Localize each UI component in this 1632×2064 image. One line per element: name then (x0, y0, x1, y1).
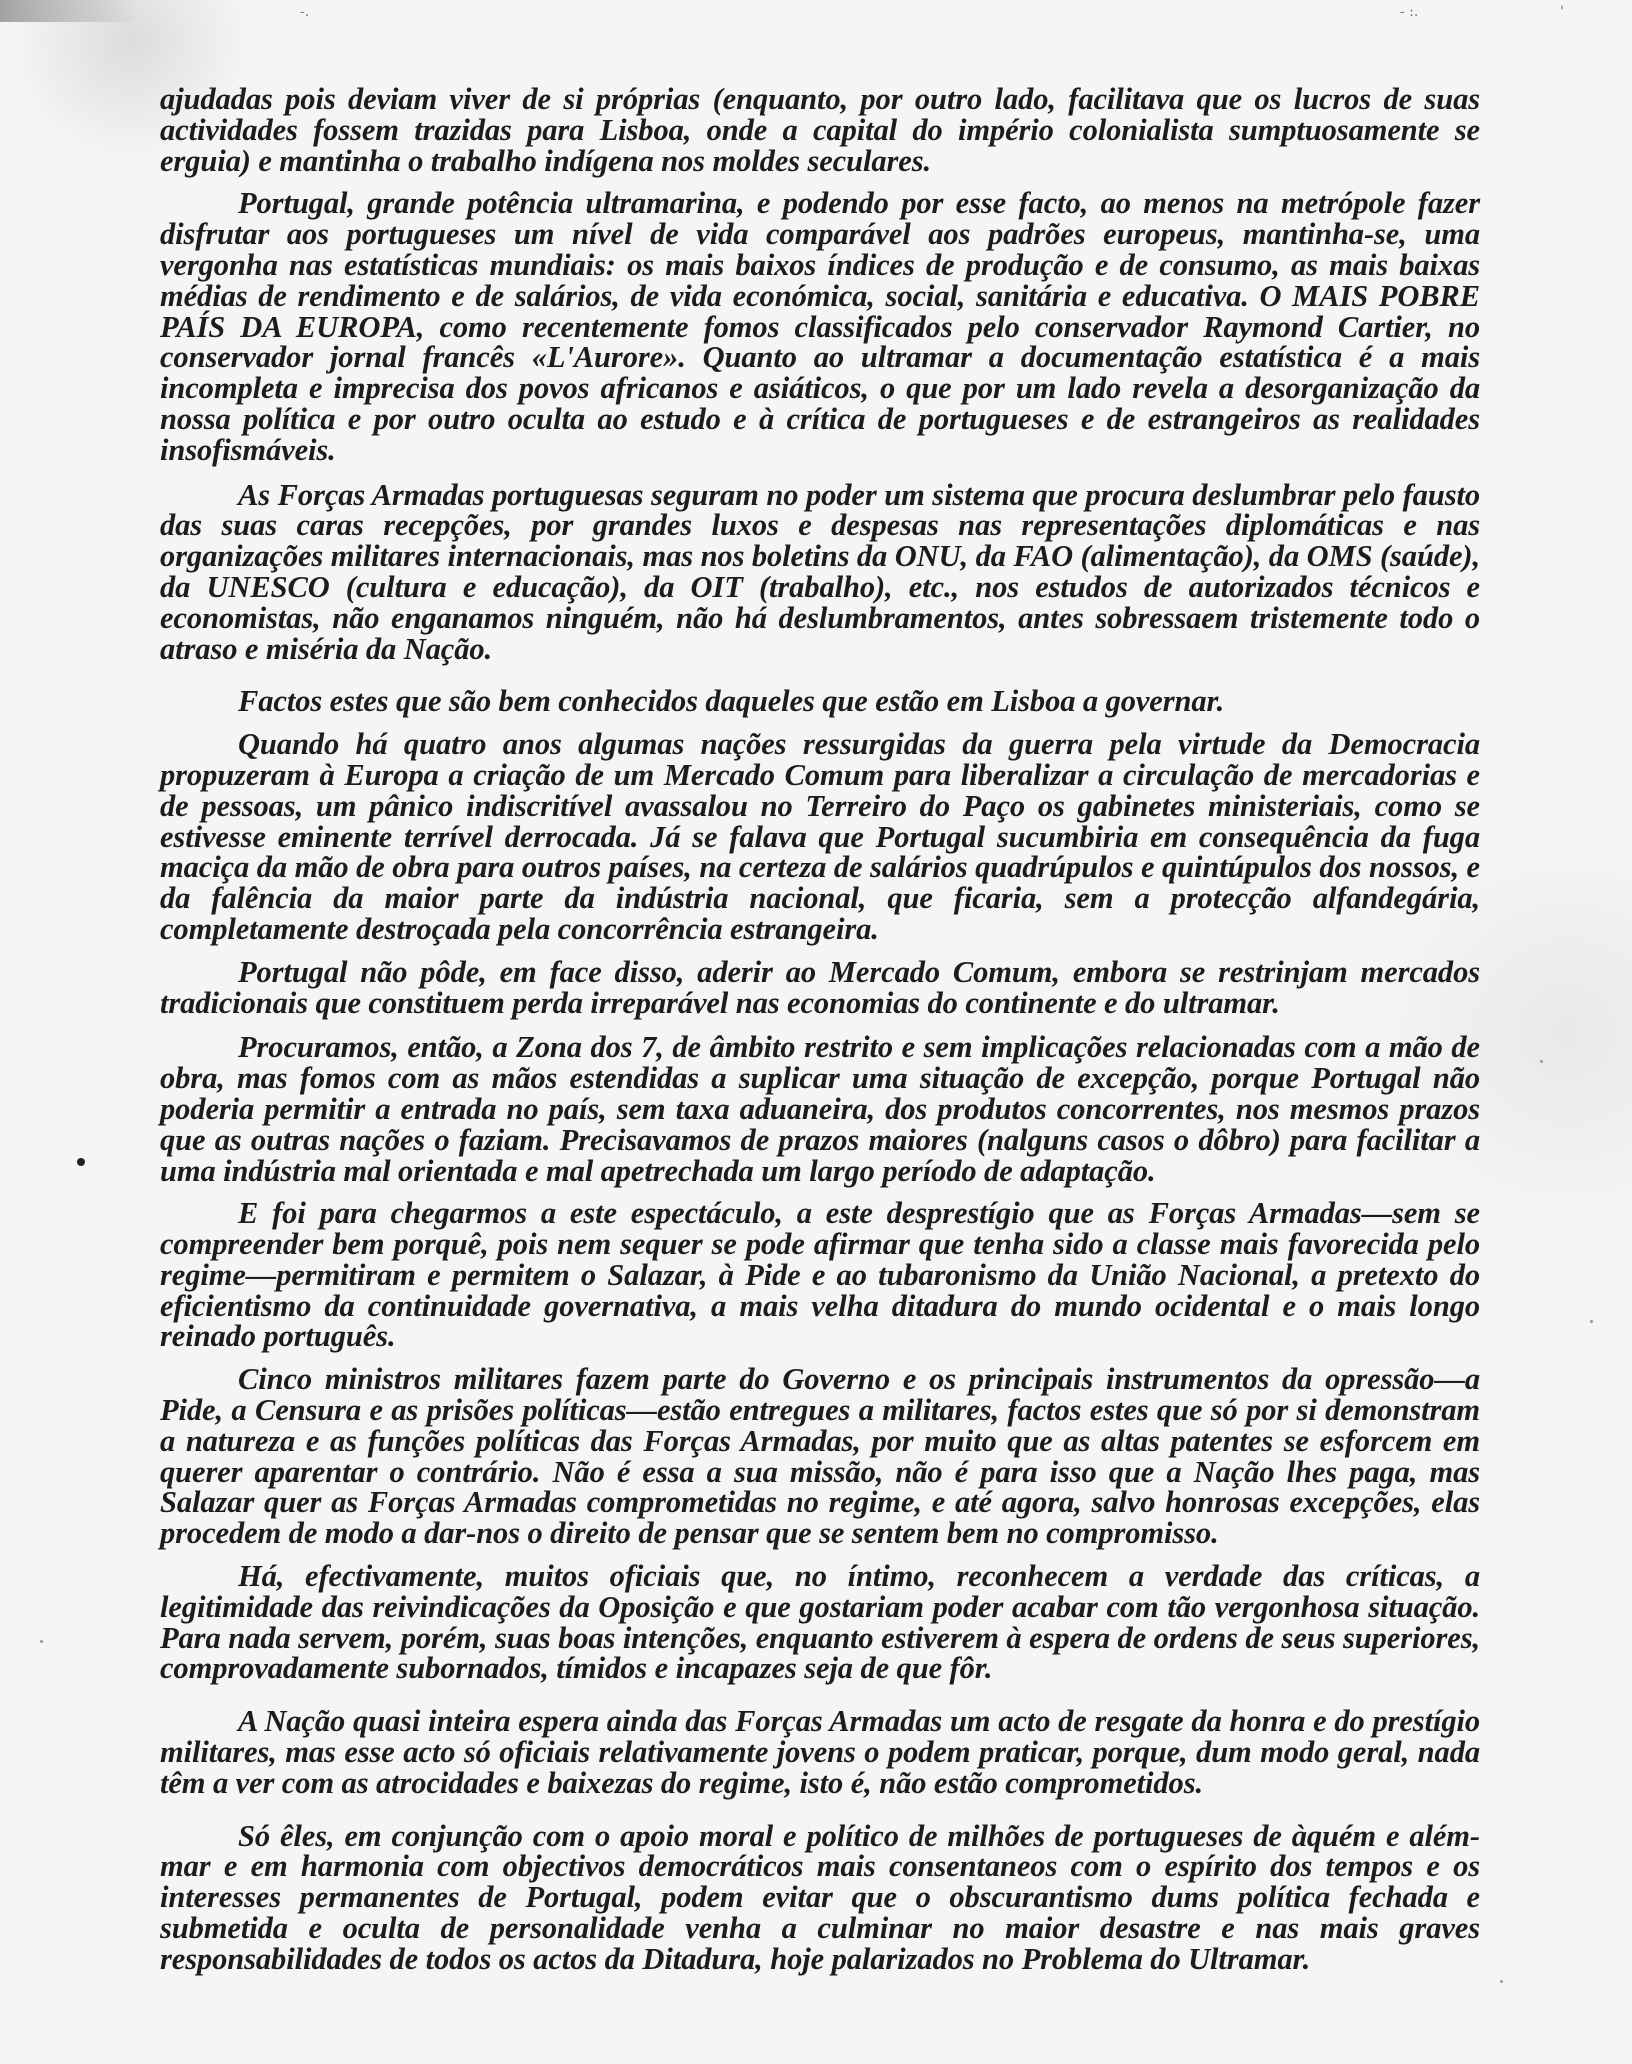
paragraph-11: A Nação quasi inteira espera ainda das Forças Armadas um acto de resgate da honra e do prestígio militares, mas esse acto só oficiais relativamente jovens o podem praticar, porque, dum modo geral, nada têm a ver com as atrocidades e baixezas do regime, isto é, não estão comprometidos. (160, 1704, 1480, 1800)
scan-shadow (0, 0, 140, 22)
paragraph-1: ajudadas pois deviam viver de si próprias (enquanto, por outro lado, facilitava que os lucros de suas actividades fossem trazidas para Lisboa, onde a capital do império colonialista sumptuosamente se erguia) e mantinha o trabalho indígena nos moldes seculares. (160, 82, 1480, 178)
paragraph-4: Factos estes que são bem conhecidos daqueles que estão em Lisboa a governar. (238, 684, 1225, 719)
paragraph-9: Cinco ministros militares fazem parte do Governo e os principais instrumentos da opressão—a Pide, a Censura e as prisões políticas—estão entregues a militares, factos estes que só por si demonstram a natureza e as funções políticas das Forças Armadas, por muito que as altas patentes se esforcem em querer aparentar o contrário. Não é essa a sua missão, não é para isso que a Nação lhes paga, mas Salazar quer as Forças Armadas comprometidas no regime, e até agora, salvo honrosas excepções, elas procedem de modo a dar-nos o direito de pensar que se sentem bem no compromisso. (160, 1362, 1480, 1551)
paragraph-7: Procuramos, então, a Zona dos 7, de âmbito restrito e sem implicações relacionadas com a mão de obra, mas fomos com as mãos estendidas a suplicar uma situação de excepção, porque Portugal não poderia permitir a entrada no país, sem taxa aduaneira, dos produtos concorrentes, nos mesmos prazos que as outras nações o faziam. Precisavamos de prazos maiores (nalguns casos o dôbro) para facilitar a uma indústria mal orientada e mal apetrechada um largo período de adaptação. (160, 1030, 1480, 1188)
scan-speck (1590, 1320, 1593, 1323)
document-body (160, 84, 1480, 1975)
top-mark-2: - :. (1400, 4, 1419, 20)
paragraph-10: Há, efectivamente, muitos oficiais que, no íntimo, reconhecem a verdade das críticas, a legitimidade das reivindicações da Oposição e que gostariam poder acabar com tão vergonhosa situação. Para nada servem, porém, suas boas intenções, enquanto estiverem à espera de ordens de seus superiores, comprovadamente subornados, tímidos e incapazes seja de que fôr. (160, 1559, 1480, 1686)
paragraph-6: Portugal não pôde, em face disso, aderir ao Mercado Comum, embora se restrinjam mercados tradicionais que constituem perda irreparável nas economias do continente e do ultramar. (160, 954, 1480, 1020)
paragraph-12: Só êles, em conjunção com o apoio moral e político de milhões de portugueses de àquém e além-mar e em harmonia com objectivos democráticos mais consentaneos com o espírito dos tempos e os interesses permanentes de Portugal, podem evitar que o obscurantismo dums política fechada e submetida e oculta de personalidade venha a culminar no maior desastre e nas mais graves responsabilidades de todos os actos da Ditadura, hoje palarizados no Problema do Ultramar. (160, 1818, 1480, 1976)
paragraph-2: Portugal, grande potência ultramarina, e podendo por esse facto, ao menos na metrópole fazer disfrutar aos portugueses um nível de vida comparável aos padrões europeus, mantinha-se, uma vergonha nas estatísticas mundiais: os mais baixos índices de produção e de consumo, as mais baixas médias de rendimento e de salários, de vida económica, social, sanitária e educativa. O MAIS POBRE PAÍS DA EUROPA, como recentemente fomos classificados pelo conservador Raymond Cartier, no conservador jornal francês «L'Aurore». Quanto ao ultramar a documentação estatística é a mais incompleta e imprecisa dos povos africanos e asiáticos, o que por um lado revela a desorganização da nossa política e por outro oculta ao estudo e à crítica de portugueses e de estrangeiros as realidades insofismáveis. (160, 186, 1480, 467)
top-mark-3: ' (1560, 4, 1564, 20)
paragraph-5: Quando há quatro anos algumas nações ressurgidas da guerra pela virtude da Democracia propuzeram à Europa a criação de um Mercado Comum para liberalizar a circulação de mercadorias e de pessoas, um pânico indiscritível avassalou no Terreiro do Paço os gabinetes ministeriais, como se estivesse eminente terrível derrocada. Já se falava que Portugal sucumbiria em consequência da fuga maciça da mão de obra para outros países, na certeza de salários quadrúpulos e quintúpulos dos nossos, e da falência da maior parte da indústria nacional, que ficaria, sem a protecção alfandegária, completamente destroçada pela concorrência estrangeira. (160, 727, 1480, 946)
scan-speck (1540, 1060, 1543, 1063)
scan-speck (1500, 1980, 1503, 1983)
top-mark-1: -. (300, 4, 310, 20)
scan-speck (40, 1640, 43, 1643)
margin-dot (77, 1158, 85, 1166)
paragraph-8: E foi para chegarmos a este espectáculo, a este desprestígio que as Forças Armadas—sem se compreender bem porquê, pois nem sequer se pode afirmar que tenha sido a classe mais favorecida pelo regime—permitiram e permitem o Salazar, à Pide e ao tubaronismo da União Nacional, a pretexto do eficientismo da continuidade governativa, a mais velha ditadura do mundo ocidental e o mais longo reinado português. (160, 1196, 1480, 1354)
paragraph-3: As Forças Armadas portuguesas seguram no poder um sistema que procura deslumbrar pelo fausto das suas caras recepções, por grandes luxos e despesas nas representações diplomáticas e nas organizações militares internacionais, mas nos boletins da ONU, da FAO (alimentação), da OMS (saúde), da UNESCO (cultura e educação), da OIT (trabalho), etc., nos estudos de autorizados técnicos e economistas, não enganamos ninguém, não há deslumbramentos, antes sobressaem tristemente todo o atraso e miséria da Nação. (160, 477, 1480, 666)
